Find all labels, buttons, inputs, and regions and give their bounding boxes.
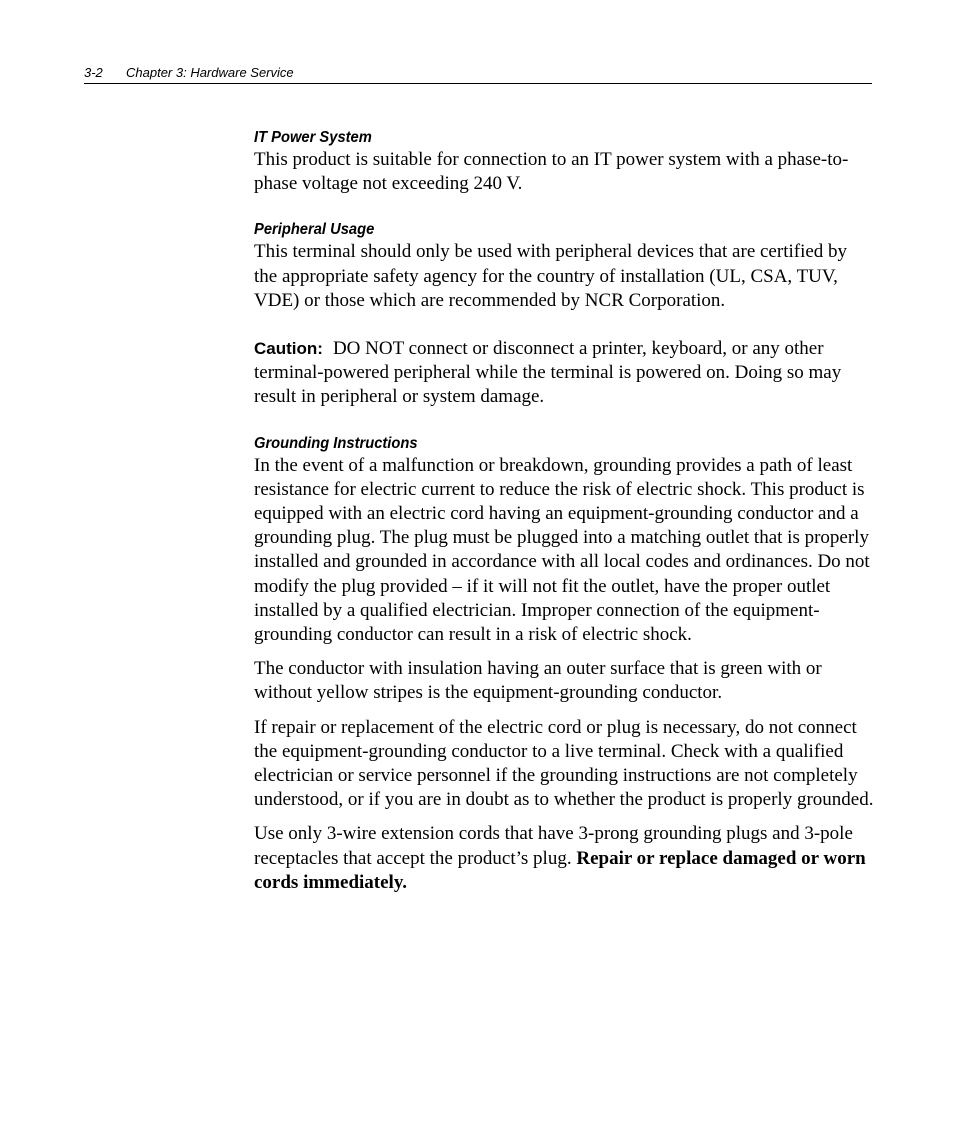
page-body — [254, 128, 874, 895]
caution-label: Caution: — [254, 339, 323, 359]
grounding-paragraph-1: In the event of a malfunction or breakdown, grounding provides a path of least resistance for electric current to reduce the risk of electric shock. This product is equipped with an electric cord having an equipment-grounding conductor and a grounding plug. The plug must be plugged into a matching outlet that is properly installed and grounded in accordance with all local codes and ordinances. Do not modify the plug provided – if it will not fit the outlet, have the proper outlet installed by a qualified electrician. Improper connection of the equipment-grounding conductor can result in a risk of electric shock. — [254, 454, 870, 646]
peripheral-usage-heading: Peripheral Usage — [254, 221, 375, 239]
it-power-heading: IT Power System — [254, 129, 372, 146]
it-power-section — [254, 128, 874, 196]
grounding-paragraph-4 — [254, 822, 874, 895]
grounding-paragraph-2: The conductor with insulation having an outer surface that is green with or without yellow stripes is the equipment-grounding conductor. — [254, 658, 822, 704]
caution-notice — [254, 337, 874, 410]
grounding-heading: Grounding Instructions — [254, 434, 418, 452]
caution-text: DO NOT connect or disconnect a printer, keyboard, or any other terminal-powered peripheral while the terminal is powered on. Doing so may result in peripheral or system damage. — [254, 338, 842, 408]
grounding-paragraph-3: If repair or replacement of the electric cord or plug is necessary, do not connect the equipment-grounding conductor to a live terminal. Check with a qualified electrician or service personnel if the grounding instructions are not completely understood, or if you are in doubt as to whether the product is properly grounded. — [254, 716, 874, 811]
peripheral-usage-text: This terminal should only be used with peripheral devices that are certified by the appropriate safety agency for the country of installation (UL, CSA, TUV, VDE) or those which are recommended by NCR Corporation. — [254, 241, 848, 311]
running-header — [84, 63, 872, 84]
grounding-instructions-section — [254, 434, 874, 895]
chapter-title: Chapter 3: Hardware Service — [126, 65, 294, 80]
grounding-paragraph-4-text: Use only 3-wire extension cords that have 3-prong grounding plugs and 3-pole receptacles that accept the product’s plug. — [254, 823, 853, 869]
peripheral-usage-section — [254, 220, 874, 313]
it-power-text: This product is suitable for connection to an IT power system with a phase-to-phase voltage not exceeding 240 V. — [254, 149, 849, 195]
caution-paragraph — [254, 337, 874, 410]
page-number: 3-2 — [84, 65, 103, 80]
repair-warning-emphasis: Repair or replace damaged or worn cords immediately. — [254, 847, 866, 893]
